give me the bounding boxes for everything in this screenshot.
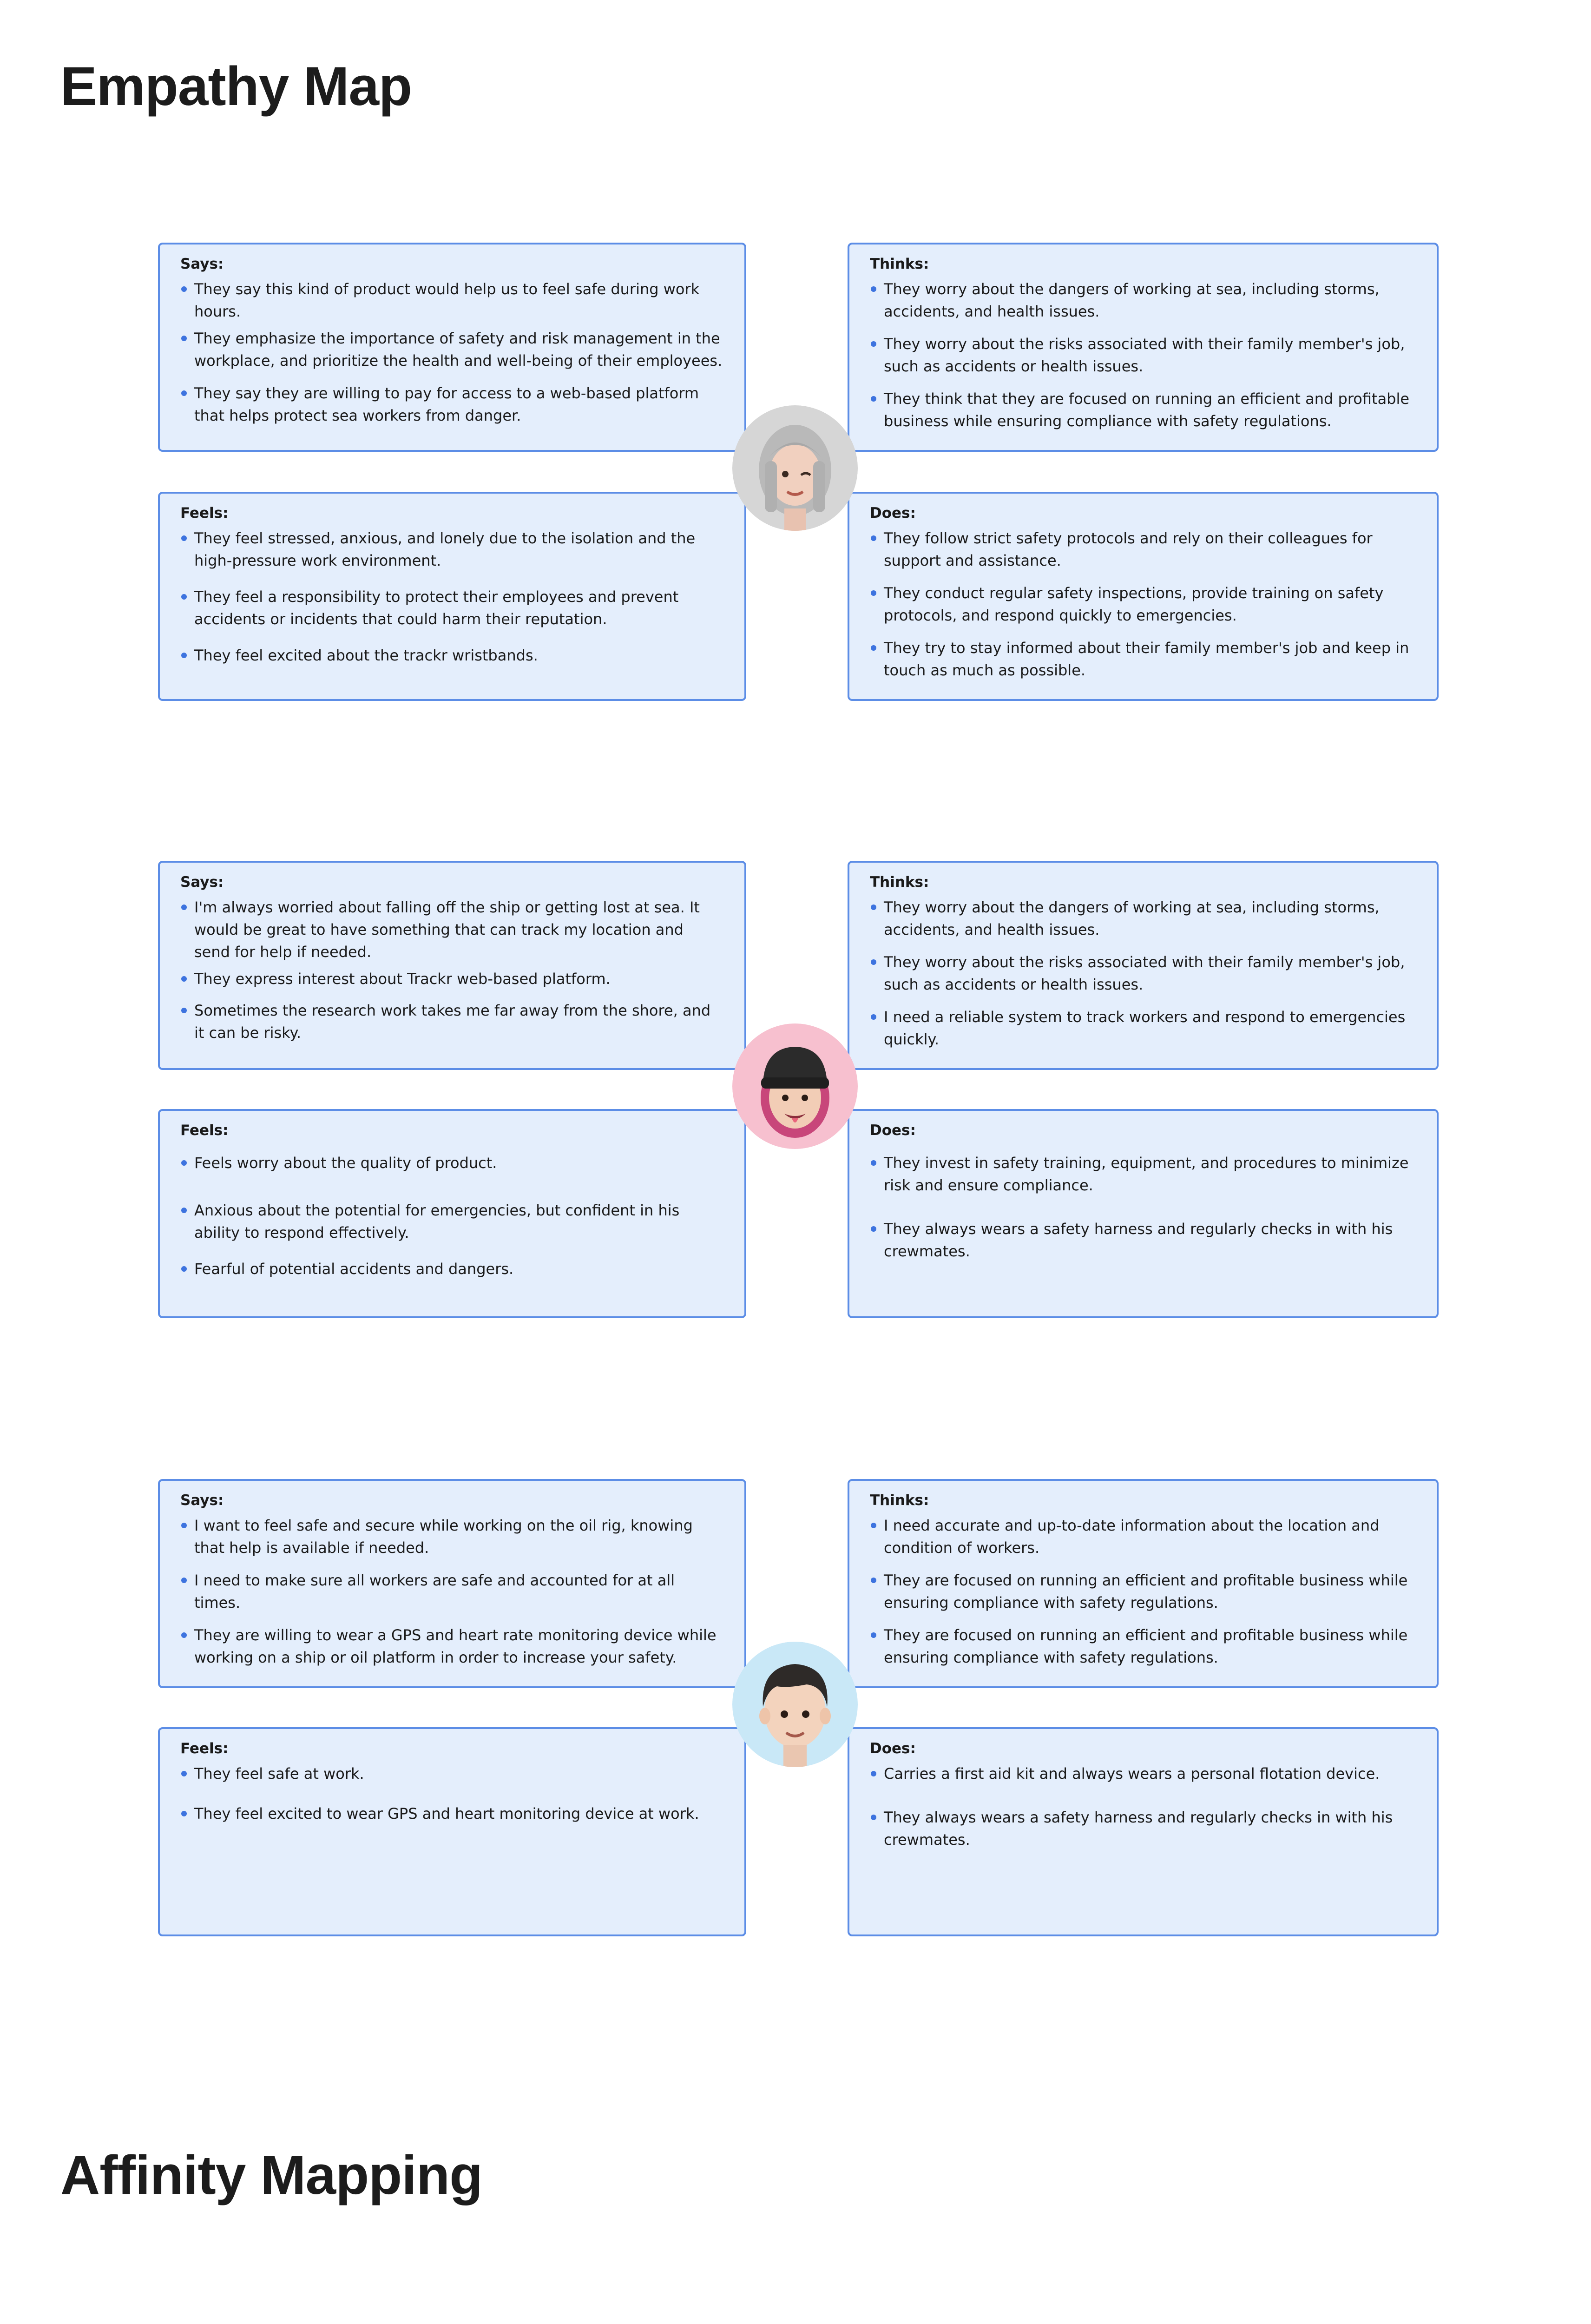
affinity-mapping-title: Affinity Mapping xyxy=(60,2145,483,2206)
list-item: I need accurate and up-to-date information about the location and condition of workers. xyxy=(870,1514,1416,1559)
beanie-woman-avatar-icon xyxy=(732,1023,858,1149)
list-item: Carries a first aid kit and always wears a personal flotation device. xyxy=(870,1763,1416,1785)
feels-label: Feels: xyxy=(180,1122,229,1139)
list-item: They feel excited to wear GPS and heart monitoring device at work. xyxy=(180,1802,724,1825)
list-item: They worry about the dangers of working at sea, including storms, accidents, and health issues. xyxy=(870,896,1416,941)
list-item: They conduct regular safety inspections, provide training on safety protocols, and respond quickly to emergencies. xyxy=(870,582,1416,627)
thinks-list xyxy=(870,1514,1416,1669)
does-list xyxy=(870,1763,1416,1851)
does-card xyxy=(848,492,1439,701)
thinks-label: Thinks: xyxy=(870,256,929,272)
list-item: Sometimes the research work takes me far away from the shore, and it can be risky. xyxy=(180,999,724,1044)
thinks-label: Thinks: xyxy=(870,1492,929,1509)
list-item: They feel a responsibility to protect their employees and prevent accidents or incidents that could harm their reputation. xyxy=(180,586,724,630)
thinks-card xyxy=(848,243,1439,452)
list-item: Feels worry about the quality of product. xyxy=(180,1152,724,1174)
thinks-card xyxy=(848,861,1439,1070)
list-item: They are focused on running an efficient and profitable business while ensuring compliance with safety regulations. xyxy=(870,1624,1416,1669)
list-item: They worry about the risks associated with their family member's job, such as accidents or health issues. xyxy=(870,333,1416,377)
thinks-label: Thinks: xyxy=(870,874,929,891)
does-card xyxy=(848,1109,1439,1318)
dark-haired-man-avatar-icon xyxy=(732,1642,858,1767)
says-list xyxy=(180,896,724,1044)
says-list xyxy=(180,1514,724,1669)
does-list xyxy=(870,1152,1416,1262)
list-item: They invest in safety training, equipment, and procedures to minimize risk and ensure compliance. xyxy=(870,1152,1416,1196)
list-item: Anxious about the potential for emergencies, but confident in his ability to respond effectively. xyxy=(180,1199,724,1244)
list-item: I want to feel safe and secure while working on the oil rig, knowing that help is available if needed. xyxy=(180,1514,724,1559)
says-label: Says: xyxy=(180,256,224,272)
says-card xyxy=(158,243,746,452)
does-label: Does: xyxy=(870,1740,916,1757)
feels-card xyxy=(158,492,746,701)
list-item: They always wears a safety harness and regularly checks in with his crewmates. xyxy=(870,1806,1416,1851)
says-label: Says: xyxy=(180,874,224,891)
does-list xyxy=(870,527,1416,681)
thinks-list xyxy=(870,896,1416,1050)
list-item: They say they are willing to pay for access to a web-based platform that helps protect sea workers from danger. xyxy=(180,382,724,427)
does-label: Does: xyxy=(870,505,916,522)
list-item: Fearful of potential accidents and dangers. xyxy=(180,1258,724,1280)
feels-label: Feels: xyxy=(180,505,229,522)
says-label: Says: xyxy=(180,1492,224,1509)
list-item: They follow strict safety protocols and rely on their colleagues for support and assistance. xyxy=(870,527,1416,572)
gray-haired-woman-avatar-icon xyxy=(732,405,858,531)
says-list xyxy=(180,278,724,427)
list-item: They feel excited about the trackr wristbands. xyxy=(180,644,724,667)
list-item: I need a reliable system to track workers and respond to emergencies quickly. xyxy=(870,1006,1416,1050)
list-item: They worry about the dangers of working at sea, including storms, accidents, and health issues. xyxy=(870,278,1416,323)
list-item: They feel stressed, anxious, and lonely due to the isolation and the high-pressure work environment. xyxy=(180,527,724,572)
feels-list xyxy=(180,1152,724,1280)
list-item: They feel safe at work. xyxy=(180,1763,724,1785)
list-item: They emphasize the importance of safety and risk management in the workplace, and prioritize the health and well-being of their employees. xyxy=(180,327,724,372)
list-item: I'm always worried about falling off the ship or getting lost at sea. It would be great to have something that can track my location and send for help if needed. xyxy=(180,896,724,963)
list-item: They worry about the risks associated with their family member's job, such as accidents or health issues. xyxy=(870,951,1416,996)
list-item: They are willing to wear a GPS and heart rate monitoring device while working on a ship or oil platform in order to increase your safety. xyxy=(180,1624,724,1669)
feels-list xyxy=(180,1763,724,1825)
list-item: They express interest about Trackr web-based platform. xyxy=(180,968,724,990)
list-item: They always wears a safety harness and regularly checks in with his crewmates. xyxy=(870,1218,1416,1262)
feels-list xyxy=(180,527,724,667)
list-item: They say this kind of product would help us to feel safe during work hours. xyxy=(180,278,724,323)
says-card xyxy=(158,1479,746,1688)
list-item: They try to stay informed about their family member's job and keep in touch as much as possible. xyxy=(870,637,1416,681)
list-item: I need to make sure all workers are safe and accounted for at all times. xyxy=(180,1569,724,1614)
thinks-card xyxy=(848,1479,1439,1688)
list-item: They think that they are focused on running an efficient and profitable business while ensuring compliance with safety regulations. xyxy=(870,388,1416,432)
empathy-map-title: Empathy Map xyxy=(60,56,412,117)
does-card xyxy=(848,1727,1439,1936)
says-card xyxy=(158,861,746,1070)
feels-card xyxy=(158,1109,746,1318)
does-label: Does: xyxy=(870,1122,916,1139)
feels-card xyxy=(158,1727,746,1936)
thinks-list xyxy=(870,278,1416,432)
list-item: They are focused on running an efficient and profitable business while ensuring compliance with safety regulations. xyxy=(870,1569,1416,1614)
feels-label: Feels: xyxy=(180,1740,229,1757)
